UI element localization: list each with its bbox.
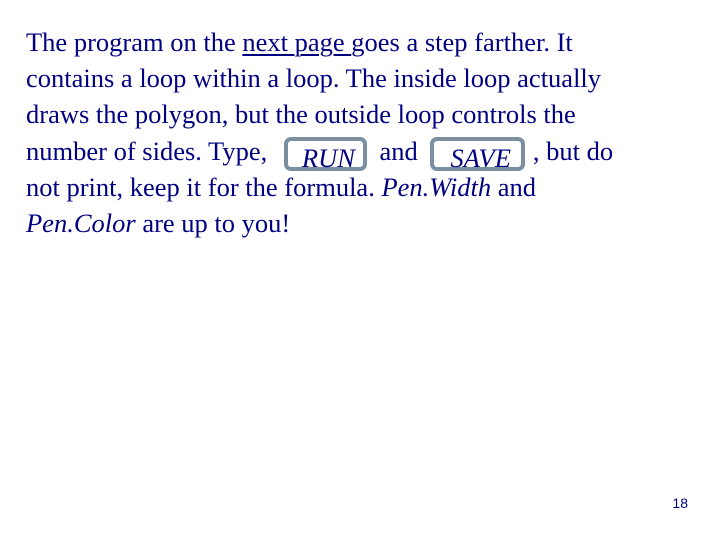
save-command-box (430, 137, 525, 171)
line4-text-end: , but do (532, 135, 614, 166)
line1-text-end: goes a step farther. It (351, 27, 573, 57)
instruction-paragraph (26, 24, 706, 241)
line6-text-end: are up to you! (135, 207, 291, 238)
line4-text-start: number of sides. Type, (26, 135, 274, 166)
text-line-6 (26, 205, 706, 241)
text-line-5 (26, 169, 706, 205)
run-command-box (284, 137, 367, 171)
line5-text-end: and (491, 171, 537, 202)
text-line-3: draws the polygon, but the outside loop controls the (26, 99, 576, 130)
next-page-link[interactable]: next page (242, 27, 352, 57)
text-line-4 (26, 133, 706, 173)
text-line-2: contains a loop within a loop. The inside loop actually (26, 63, 602, 94)
save-command-label: SAVE (450, 142, 511, 173)
pen-color-term: Pen.Color (26, 207, 136, 238)
pen-width-term: Pen.Width (381, 171, 492, 202)
line4-and-text: and (372, 135, 425, 166)
run-command-label: RUN (301, 142, 355, 173)
line5-text-start: not print, keep it for the formula. (26, 171, 382, 202)
page-number: 18 (672, 495, 688, 511)
text-line-1 (26, 24, 706, 60)
line1-text-start: The program on the (26, 27, 243, 57)
